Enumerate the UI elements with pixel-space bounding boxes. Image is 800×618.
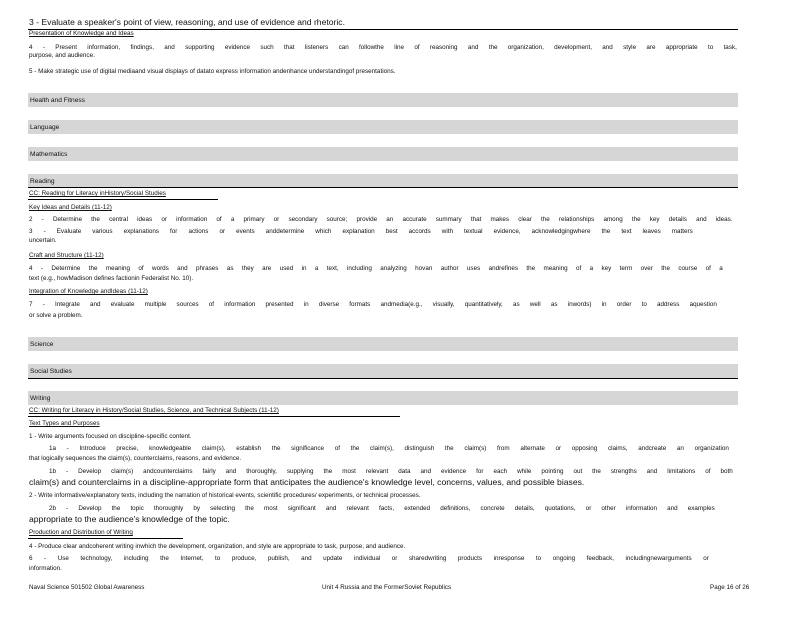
word: - [41, 216, 44, 223]
word: to [707, 44, 714, 51]
word: publish, [267, 555, 290, 562]
standard-item [29, 228, 693, 236]
word: task, [723, 44, 737, 51]
word: matters [671, 228, 693, 235]
word: examples [687, 505, 715, 512]
word: relevant [346, 505, 369, 512]
word: formats [349, 301, 371, 308]
word: update [323, 555, 343, 562]
word: knowledgeable [149, 445, 192, 452]
word: Develop [78, 468, 102, 475]
word: or [555, 445, 562, 452]
word: order [616, 301, 632, 308]
word: quotations, [544, 505, 576, 512]
word: the [350, 445, 360, 452]
word: definitions, [440, 505, 471, 512]
word: and [177, 265, 188, 272]
word: the [271, 445, 281, 452]
word: sharedwriting [408, 555, 447, 562]
word: supplying [286, 468, 314, 475]
cc-heading: CC: Reading for Literacy inHistory/Social Studies [29, 190, 166, 197]
word: actions [188, 228, 209, 235]
word: and [164, 44, 175, 51]
word: phrases [196, 265, 219, 272]
word: or [161, 216, 167, 223]
word: Integrate [54, 301, 80, 308]
footer-course: Naval Science 501502 Global Awareness [29, 584, 145, 591]
word: and [325, 505, 337, 512]
word: thoroughly [153, 505, 184, 512]
section-title: Science [30, 341, 54, 348]
standard-item [29, 216, 733, 224]
word: while [517, 468, 532, 475]
word: uses [466, 265, 481, 272]
word: Determine [51, 265, 81, 272]
word: for [476, 468, 484, 475]
section-title: Reading [30, 178, 55, 185]
word: limitations [667, 468, 696, 475]
word: topic [130, 505, 144, 512]
word: secondary [288, 216, 318, 223]
word: and [602, 44, 613, 51]
word: thoroughly, [246, 468, 277, 475]
word: and [467, 44, 479, 51]
word: style [623, 44, 637, 51]
word: or [391, 555, 398, 562]
word: that [283, 44, 295, 51]
word: - [42, 301, 45, 308]
word: information [224, 301, 256, 308]
word: the [160, 555, 169, 562]
word: distinguish [404, 445, 435, 452]
word: or [219, 228, 226, 235]
section-title: Social Studies [30, 368, 72, 375]
standard-item: 2 - Write informative/explanatory texts, including the narration of historical events, scientific procedures/ experiments, or technical processes. [29, 492, 421, 499]
word: line [394, 44, 405, 51]
word: or [273, 216, 280, 223]
word: by [193, 505, 201, 512]
word: - [65, 468, 69, 475]
word: provide [356, 216, 378, 223]
word: Use [57, 555, 69, 562]
word: information [625, 505, 658, 512]
word: key [649, 216, 660, 223]
word: meaning [543, 265, 568, 272]
word: or [703, 555, 709, 562]
word: the [323, 468, 333, 475]
subsection-title: Key Ideas and Details (11-12) [29, 204, 112, 211]
word: evidence [440, 468, 467, 475]
section-science [28, 337, 738, 351]
word: and [646, 468, 658, 475]
subsection-title: Integration of Knowledge andIdeas (11-12) [29, 288, 148, 295]
word: author [440, 265, 459, 272]
word: the [592, 468, 601, 475]
word: aquestion [689, 301, 717, 308]
word: the [526, 265, 536, 272]
word: of [576, 265, 582, 272]
cc-heading: CC: Writing for Literacy in History/Social Studies, Science, and Technical Subjects (11-12) [29, 407, 279, 414]
standard-subitem [49, 505, 715, 513]
word: summary [435, 216, 462, 223]
word: precise, [116, 445, 139, 452]
word: 7 [29, 301, 33, 308]
word: of [208, 301, 215, 308]
word: and [420, 468, 431, 475]
word: address [657, 301, 680, 308]
word: significance [291, 445, 325, 452]
word: they [241, 265, 254, 272]
word: - [40, 265, 43, 272]
word: and [667, 505, 678, 512]
word: establish [236, 445, 262, 452]
word: primary [243, 216, 265, 223]
word: claim(s), [370, 445, 394, 452]
word: of [138, 265, 144, 272]
word: out [573, 468, 583, 475]
word: explanations [123, 228, 159, 235]
word: information, [87, 44, 121, 51]
word: an [386, 216, 394, 223]
word: details, [514, 505, 535, 512]
word: to [215, 555, 221, 562]
word: reasoning [429, 44, 458, 51]
word: Determine [52, 216, 82, 223]
word: as [550, 301, 558, 308]
standard-item [29, 265, 723, 273]
word: a [719, 265, 723, 272]
section-title: Language [30, 124, 60, 131]
word: of [705, 468, 711, 475]
word: Present [55, 44, 77, 51]
word: feedback, [586, 555, 614, 562]
word: meaning [105, 265, 131, 272]
subsection-title: Presentation of Knowledge and Ideas [29, 30, 134, 37]
word: relationships [558, 216, 595, 223]
word: accurate [402, 216, 427, 223]
word: other [601, 505, 616, 512]
word: in [601, 301, 607, 308]
word: - [66, 505, 69, 512]
word: the [488, 44, 498, 51]
standard-item-cont: or solve a problem. [29, 312, 83, 319]
word: source; [326, 216, 348, 223]
standard-subitem [49, 468, 733, 476]
word: concrete [480, 505, 505, 512]
word: most [263, 505, 278, 512]
standard-subitem-cont: claim(s) and counterclaims in a discipline-appropriate form that anticipates the audience's knowledge level, concerns, values, and possible biases. [29, 477, 585, 487]
word: well [529, 301, 541, 308]
word: significant [287, 505, 316, 512]
section-title: Mathematics [30, 151, 68, 158]
word: best [385, 228, 398, 235]
word: various [92, 228, 113, 235]
word: the [601, 228, 611, 235]
word: and [225, 468, 237, 475]
divider [28, 416, 400, 417]
word: listeners [304, 44, 329, 51]
divider [28, 538, 183, 539]
word: andcounterclaims [143, 468, 193, 475]
section-title: Writing [30, 395, 51, 402]
standard-item [29, 44, 737, 52]
standard-subitem-cont: that logically sequences the claim(s), counterclaims, reasons, and evidence. [29, 455, 242, 462]
divider [28, 378, 738, 379]
word: products [457, 555, 483, 562]
word: course [678, 265, 698, 272]
divider [28, 29, 738, 30]
standard-subitem [49, 445, 729, 453]
word: both [720, 468, 733, 475]
word: the [631, 216, 641, 223]
word: - [42, 44, 45, 51]
word: information [176, 216, 208, 223]
word: produce, [231, 555, 257, 562]
word: ideas [137, 216, 153, 223]
word: or [585, 505, 592, 512]
word: and [696, 216, 707, 223]
word: visually, [432, 301, 455, 308]
word: extended [404, 505, 431, 512]
word: from [497, 445, 510, 452]
word: opposing [571, 445, 598, 452]
word: andcreate [638, 445, 667, 452]
word: 3 [29, 228, 33, 235]
word: development, [554, 44, 592, 51]
word: andrefines [488, 265, 518, 272]
word: which [315, 228, 332, 235]
word: including [123, 555, 149, 562]
word: text [621, 228, 632, 235]
word: findings, [130, 44, 154, 51]
standard-item [29, 301, 717, 309]
word: inwords) [567, 301, 592, 308]
word: a [230, 216, 235, 223]
word: the [541, 216, 550, 223]
word: in [303, 301, 309, 308]
word: textual [464, 228, 483, 235]
word: analyzing [380, 265, 407, 272]
word: in [301, 265, 307, 272]
word: - [43, 228, 46, 235]
word: over [640, 265, 653, 272]
word: clear [518, 216, 532, 223]
word: quantitatively, [464, 301, 503, 308]
word: of [705, 265, 711, 272]
word: includingnewarguments [625, 555, 692, 562]
word: and [301, 555, 312, 562]
word: events [236, 228, 255, 235]
footer-page-number: Page 16 of 26 [710, 584, 750, 591]
word: 1b [49, 468, 57, 475]
standard-item: 1 - Write arguments focused on discipline-specific content. [29, 433, 192, 440]
word: data [398, 468, 411, 475]
subsection-title: Production and Distribution of Writing [29, 529, 133, 536]
word: the [661, 265, 671, 272]
word: a [314, 265, 319, 272]
word: organization, [507, 44, 544, 51]
subsection-title: Craft and Structure (11-12) [29, 252, 104, 259]
word: accords [408, 228, 431, 235]
word: leaves [642, 228, 661, 235]
standard-item [29, 555, 709, 563]
word: Introduce [79, 445, 106, 452]
word: diverse [318, 301, 340, 308]
word: makes [490, 216, 510, 223]
divider [28, 187, 738, 188]
word: 4 [29, 265, 33, 272]
word: claim(s) [464, 445, 487, 452]
word: followthe [359, 44, 384, 51]
word: are [646, 44, 656, 51]
word: the [245, 505, 254, 512]
word: organization [694, 445, 729, 452]
footer-unit: Unit 4 Russia and the FormerSoviet Republics [322, 584, 452, 591]
subsection-title: Text Types and Purposes [29, 420, 100, 427]
standard-item: 5 - Make strategic use of digital mediaand visual displays of datato express information andenhance understandingof presentations. [29, 68, 396, 75]
word: to [535, 555, 542, 562]
section-language [28, 120, 738, 134]
word: andmedia(e.g., [380, 301, 423, 308]
word: multiple [144, 301, 167, 308]
word: Evaluate [56, 228, 82, 235]
word: claim(s) [111, 468, 134, 475]
section-social-studies [28, 364, 738, 378]
word: that [470, 216, 482, 223]
word: an [676, 445, 684, 452]
word: for [170, 228, 178, 235]
word: including [346, 265, 372, 272]
word: ongoing [552, 555, 576, 562]
word: strengths [610, 468, 637, 475]
word: fairly [202, 468, 216, 475]
word: as [512, 301, 520, 308]
word: can [338, 44, 349, 51]
word: 4 [29, 44, 33, 51]
word: details [668, 216, 687, 223]
word: - [44, 555, 47, 562]
section-mathematics [28, 147, 738, 161]
word: a [589, 265, 594, 272]
word: the [444, 445, 454, 452]
word: inresponse [493, 555, 525, 562]
word: key [601, 265, 612, 272]
section-health [28, 93, 738, 107]
word: as [226, 265, 234, 272]
section-reading [28, 174, 738, 187]
word: Internet, [180, 555, 204, 562]
word: alternate [520, 445, 545, 452]
word: presented [265, 301, 294, 308]
standard-item-cont: information. [29, 565, 62, 572]
word: Develop [78, 505, 102, 512]
word: pointing [541, 468, 564, 475]
word: - [66, 445, 69, 452]
standard-item-cont: uncertain. [29, 237, 57, 244]
word: the [111, 505, 121, 512]
word: 6 [29, 555, 33, 562]
word: words [152, 265, 169, 272]
standard-subitem-cont: appropriate to the audience's knowledge of the topic. [29, 514, 230, 524]
word: most [342, 468, 356, 475]
word: to [641, 301, 647, 308]
word: acknowledgingwhere [531, 228, 591, 235]
word: evidence, [493, 228, 521, 235]
word: claim(s), [201, 445, 226, 452]
standard-heading: 3 - Evaluate a speaker's point of view, reasoning, and use of evidence and rhetoric. [29, 17, 345, 27]
word: ideas. [715, 216, 733, 223]
word: 2 [29, 216, 33, 223]
word: of [414, 44, 420, 51]
word: with [441, 228, 453, 235]
word: facts, [379, 505, 395, 512]
section-title: Health and Fitness [30, 97, 85, 104]
word: explanation [342, 228, 375, 235]
word: sources [176, 301, 199, 308]
word: claims, [607, 445, 628, 452]
word: the [91, 216, 100, 223]
divider [28, 199, 218, 200]
word: of [334, 445, 340, 452]
word: supporting [185, 44, 215, 51]
word: individual [353, 555, 381, 562]
standard-item: 4 - Produce clear andcoherent writing inwhich the development, organization, and style are appropriate to task, purpose, and audience. [29, 543, 406, 550]
word: evidence [224, 44, 251, 51]
word: among [603, 216, 623, 223]
word: text, [326, 265, 339, 272]
word: hovan [415, 265, 433, 272]
standard-item-cont: purpose, and audience. [29, 52, 95, 59]
word: such [260, 44, 274, 51]
standard-item-cont: text (e.g., howMadison defines factionin Federalist No. 10). [29, 275, 194, 282]
word: 1a [49, 445, 57, 452]
word: each [493, 468, 508, 475]
word: the [88, 265, 98, 272]
section-writing [28, 391, 738, 405]
word: used [279, 265, 294, 272]
word: central [109, 216, 128, 223]
word: appropriate [665, 44, 698, 51]
word: term [619, 265, 633, 272]
word: 2b [49, 505, 57, 512]
word: anddetermine [265, 228, 305, 235]
word: are [262, 265, 272, 272]
word: and [90, 301, 101, 308]
word: selecting [210, 505, 235, 512]
word: of [216, 216, 222, 223]
word: evaluate [110, 301, 135, 308]
word: technology, [80, 555, 113, 562]
word: relevant [365, 468, 389, 475]
